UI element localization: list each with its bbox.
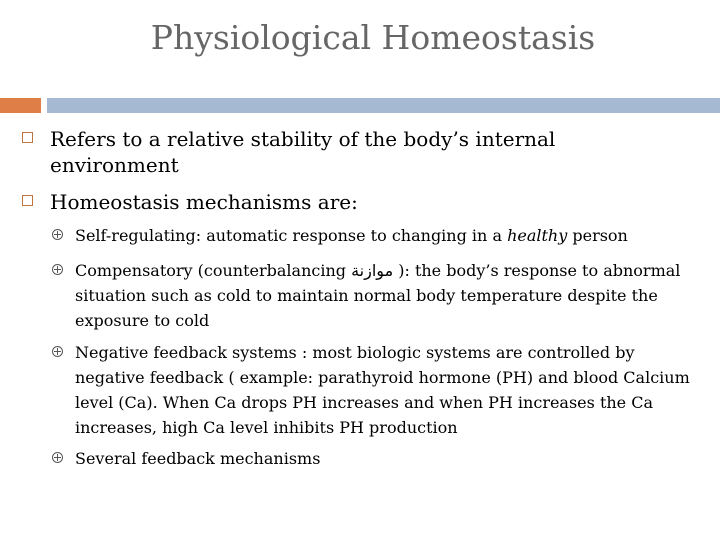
arabic-term: موازنة (351, 261, 394, 280)
sub-bullet-text: Self-regulating: automatic response to changing in a (75, 226, 508, 245)
sub-bullet-item (75, 223, 705, 248)
title-divider-bar (47, 98, 720, 113)
emphasis-text: healthy (507, 226, 568, 245)
sub-bullet-text: ): the body’s response to abnormal situation such as cold to maintain normal body temperature despite the exposure to cold (75, 261, 681, 330)
sub-bullet-item (75, 258, 705, 333)
bullet-text: Homeostasis mechanisms are: (50, 190, 358, 214)
sub-bullet-item (75, 446, 705, 471)
circled-plus-bullet-icon (52, 264, 63, 275)
bullet-item (50, 189, 670, 215)
circled-plus-bullet-icon (52, 452, 63, 463)
circled-plus-bullet-icon (52, 229, 63, 240)
sub-bullet-text: person (567, 226, 628, 245)
sub-bullet-text: Compensatory (counterbalancing (75, 261, 352, 280)
square-bullet-icon (22, 195, 33, 206)
bullet-text: Refers to a relative stability of the body’s internal environment (50, 127, 556, 177)
bullet-item (50, 126, 670, 178)
square-bullet-icon (22, 132, 33, 143)
sub-bullet-text: Several feedback mechanisms (75, 449, 321, 468)
slide-title: Physiological Homeostasis (150, 18, 596, 57)
circled-plus-bullet-icon (52, 346, 63, 357)
sub-bullet-text: Negative feedback systems : most biologic systems are controlled by negative feedback ( example: parathyroid hormone (PH) and blood Calcium level (Ca). When Ca drops PH increases and when PH increases the Ca increases, high Ca level inhibits PH production (75, 343, 690, 437)
sub-bullet-item (75, 340, 705, 440)
title-accent-bar (0, 98, 41, 113)
